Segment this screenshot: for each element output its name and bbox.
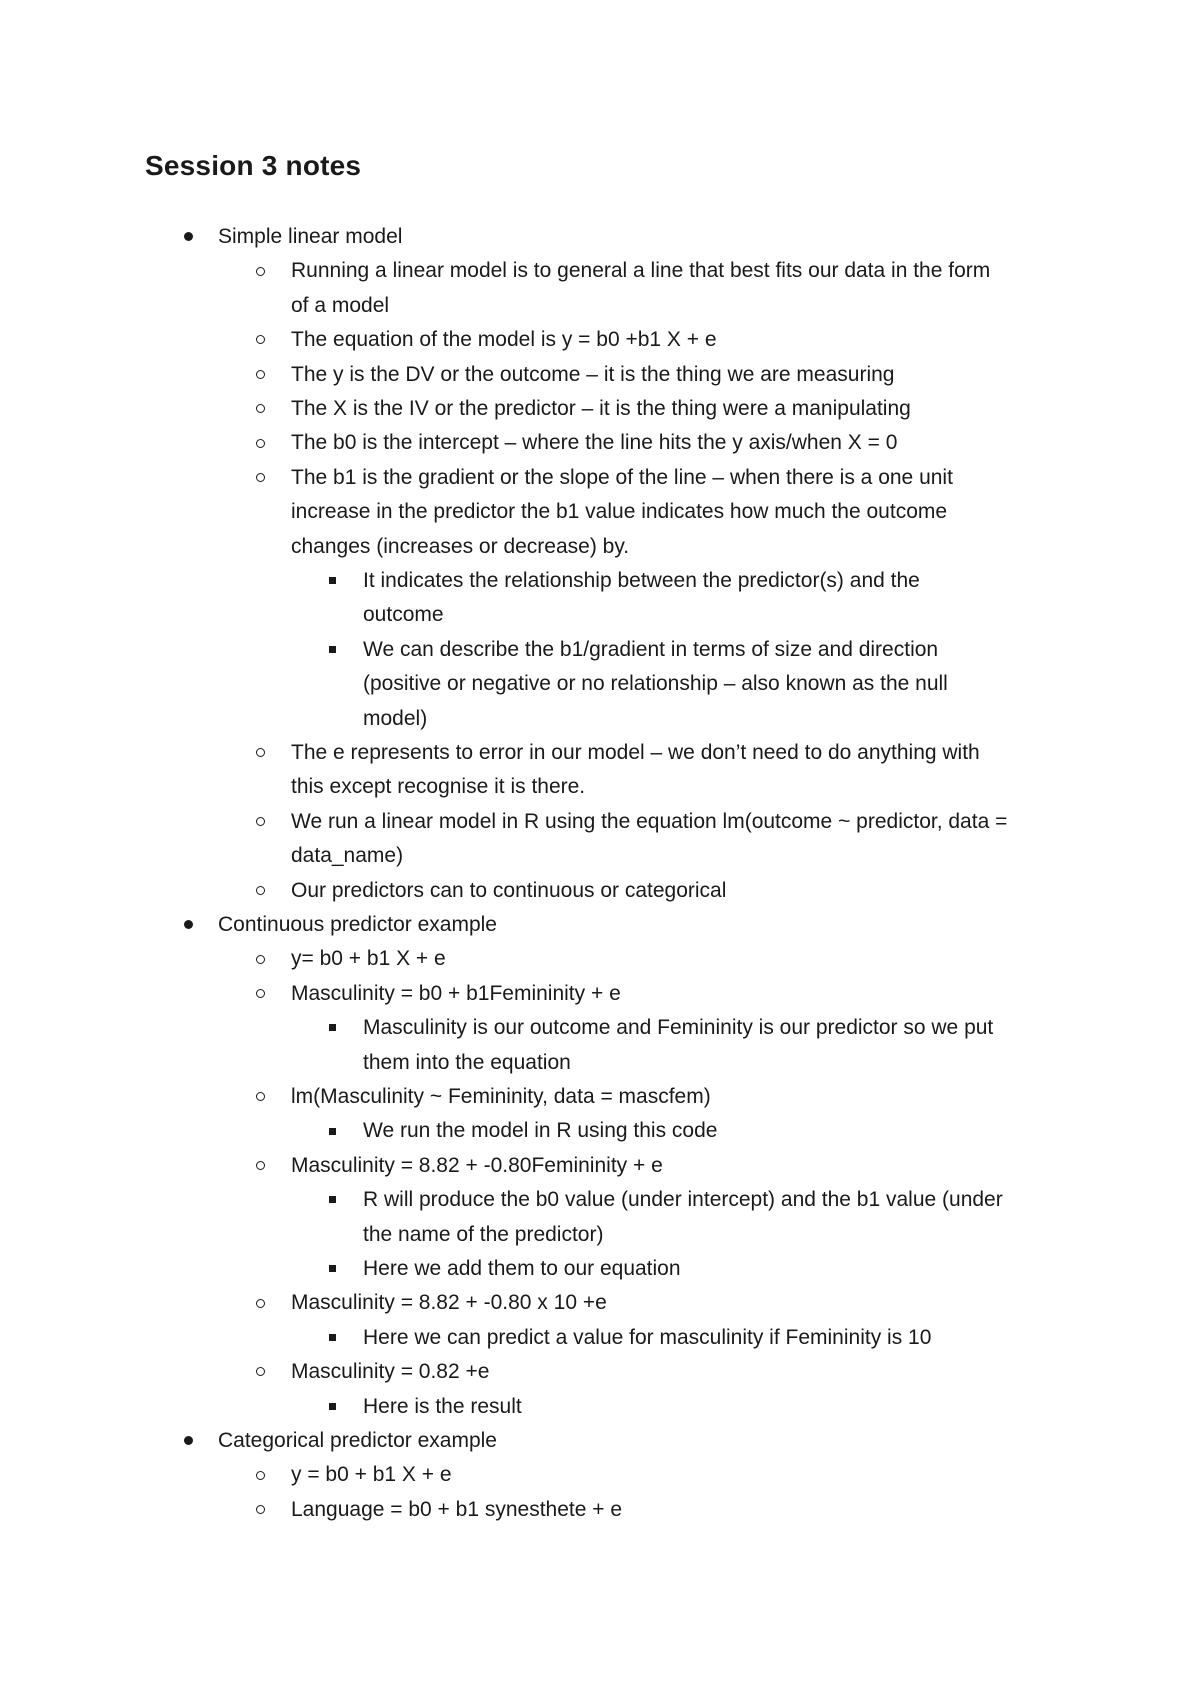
bullet-circle-icon <box>240 1470 280 1480</box>
bullet-circle-icon <box>240 748 280 758</box>
bullet-disc-icon <box>168 1436 208 1446</box>
list-item-line: Running a linear model is to general a line that best fits our data in the form <box>291 259 991 283</box>
bullet-circle-icon <box>240 1367 280 1377</box>
list-item-line: The b0 is the intercept – where the line hits the y axis/when X = 0 <box>291 431 898 455</box>
list-item-line: The equation of the model is y = b0 +b1 X + e <box>291 328 717 352</box>
list-item-line: (positive or negative or no relationship – also known as the null <box>363 672 948 696</box>
list-item-line: the name of the predictor) <box>363 1222 604 1246</box>
list-item-line: Masculinity = 8.82 + -0.80 x 10 +e <box>291 1291 607 1315</box>
list-item-line: this except recognise it is there. <box>291 775 586 799</box>
bullet-square-icon <box>312 1264 352 1274</box>
list-item-line: Here we add them to our equation <box>363 1257 681 1280</box>
list-item-line: Here we can predict a value for masculinity if Femininity is 10 <box>363 1325 932 1349</box>
bullet-circle-icon <box>240 404 280 414</box>
list-item-line: We can describe the b1/gradient in terms of size and direction <box>363 637 939 661</box>
list-item-line: Here is the result <box>363 1394 522 1418</box>
bullet-circle-icon <box>240 1161 280 1171</box>
list-item-line: We run a linear model in R using the equation lm(outcome ~ predictor, data = <box>291 809 1008 833</box>
list-item-line: Masculinity = 0.82 +e <box>291 1360 490 1384</box>
page-title: Session 3 notes <box>145 150 362 181</box>
bullet-circle-icon <box>240 1092 280 1102</box>
bullet-square-icon <box>312 1195 352 1205</box>
bullet-circle-icon <box>240 438 280 448</box>
bullet-disc-icon <box>168 232 208 242</box>
bullet-circle-icon <box>240 954 280 964</box>
list-item-line: changes (increases or decrease) by. <box>291 534 630 558</box>
bullet-square-icon <box>312 576 352 586</box>
bullet-square-icon <box>312 1023 352 1033</box>
bullet-square-icon <box>312 1402 352 1412</box>
bullet-circle-icon <box>240 1505 280 1515</box>
bullet-disc-icon <box>168 920 208 930</box>
list-item-line: data_name) <box>291 844 404 868</box>
list-item-line: Masculinity = 8.82 + -0.80Femininity + e <box>291 1153 663 1177</box>
list-item-line: The e represents to error in our model – we don’t need to do anything with <box>291 741 980 764</box>
list-item-line: It indicates the relationship between the predictor(s) and the <box>363 569 920 592</box>
bullet-circle-icon <box>240 989 280 999</box>
list-item-line: Our predictors can to continuous or categorical <box>291 878 727 902</box>
list-item-line: Language = b0 + b1 synesthete + e <box>291 1497 623 1521</box>
bullet-circle-icon <box>240 886 280 896</box>
bullet-square-icon <box>312 1126 352 1136</box>
list-item-line: The y is the DV or the outcome – it is the thing we are measuring <box>291 362 895 386</box>
list-item-line: lm(Masculinity ~ Femininity, data = mascfem) <box>291 1085 711 1108</box>
bullet-circle-icon <box>240 1298 280 1308</box>
list-item-line: Categorical predictor example <box>218 1429 497 1452</box>
list-item-line: increase in the predictor the b1 value indicates how much the outcome <box>291 500 948 524</box>
list-item-line: We run the model in R using this code <box>363 1119 718 1143</box>
list-item-line: Continuous predictor example <box>218 913 497 936</box>
list-item-line: model) <box>363 706 428 730</box>
bullet-circle-icon <box>240 335 280 345</box>
list-item-line: Simple linear model <box>218 225 403 248</box>
list-item-line: y= b0 + b1 X + e <box>291 947 446 971</box>
list-item-line: Masculinity = b0 + b1Femininity + e <box>291 981 621 1005</box>
bullet-circle-icon <box>240 817 280 827</box>
list-item-line: y = b0 + b1 X + e <box>291 1463 452 1487</box>
bullet-circle-icon <box>240 473 280 483</box>
list-item-line: outcome <box>363 603 444 627</box>
list-item-line: R will produce the b0 value (under intercept) and the b1 value (under <box>363 1188 1003 1212</box>
list-item-line: Masculinity is our outcome and Femininity is our predictor so we put <box>363 1016 994 1040</box>
list-item-line: of a model <box>291 293 390 317</box>
bullet-square-icon <box>312 645 352 655</box>
bullet-circle-icon <box>240 266 280 276</box>
list-item-line: The X is the IV or the predictor – it is the thing were a manipulating <box>291 397 911 420</box>
bullet-circle-icon <box>240 370 280 380</box>
bullet-square-icon <box>312 1333 352 1343</box>
list-item-line: them into the equation <box>363 1050 571 1074</box>
list-item-line: The b1 is the gradient or the slope of the line – when there is a one unit <box>291 465 953 489</box>
